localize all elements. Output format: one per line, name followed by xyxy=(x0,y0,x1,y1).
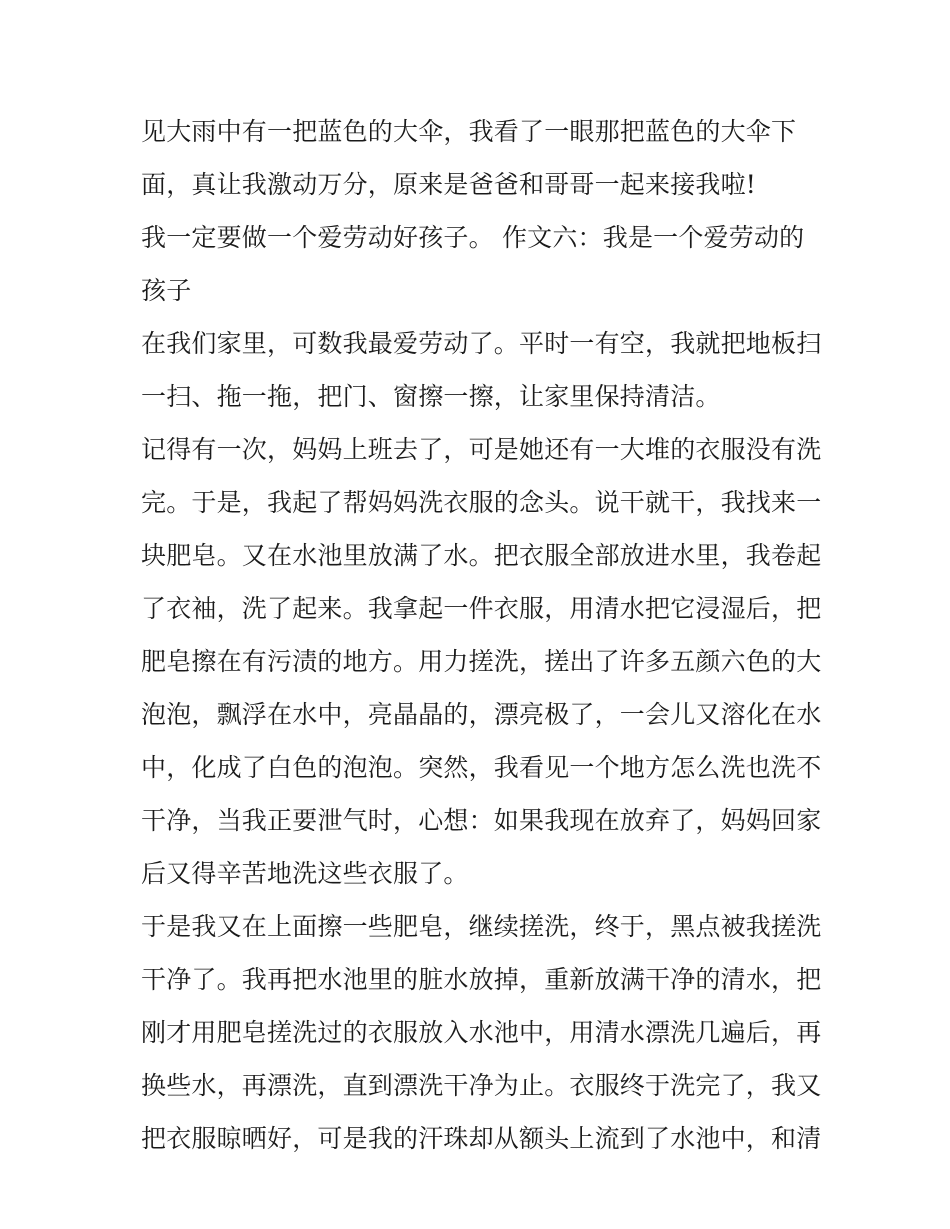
text-line: 于是我又在上面擦一些肥皂，继续搓洗，终于，黑点被我搓洗 xyxy=(141,912,822,941)
text-line: 一扫、拖一拖，把门、窗擦一擦，让家里保持清洁。 xyxy=(141,382,721,411)
text-line: 面，真让我激动万分，原来是爸爸和哥哥一起来接我啦! xyxy=(141,170,757,199)
text-line: 块肥皂。又在水池里放满了水。把衣服全部放进水里，我卷起 xyxy=(141,541,822,570)
text-line: 完。于是，我起了帮妈妈洗衣服的念头。说干就干，我找来一 xyxy=(141,488,822,517)
text-line: 干净了。我再把水池里的脏水放掉，重新放满干净的清水，把 xyxy=(141,965,822,994)
text-line: 把衣服晾晒好，可是我的汗珠却从额头上流到了水池中，和清 xyxy=(141,1124,822,1153)
text-line: 换些水，再漂洗，直到漂洗干净为止。衣服终于洗完了，我又 xyxy=(141,1071,822,1100)
text-line: 中，化成了白色的泡泡。突然，我看见一个地方怎么洗也洗不 xyxy=(141,753,822,782)
text-line: 肥皂擦在有污渍的地方。用力搓洗，搓出了许多五颜六色的大 xyxy=(141,647,822,676)
text-line: 孩子 xyxy=(141,276,192,305)
text-line: 后又得辛苦地洗这些衣服了。 xyxy=(141,859,469,888)
text-line: 刚才用肥皂搓洗过的衣服放入水池中，用清水漂洗几遍后，再 xyxy=(141,1018,822,1047)
essay-text xyxy=(141,105,822,1165)
text-line: 我一定要做一个爱劳动好孩子。 作文六：我是一个爱劳动的 xyxy=(141,223,805,252)
text-line: 了衣袖，洗了起来。我拿起一件衣服，用清水把它浸湿后，把 xyxy=(141,594,822,623)
text-line: 见大雨中有一把蓝色的大伞，我看了一眼那把蓝色的大伞下 xyxy=(141,117,797,146)
text-line: 记得有一次，妈妈上班去了，可是她还有一大堆的衣服没有洗 xyxy=(141,435,822,464)
text-line: 干净，当我正要泄气时，心想：如果我现在放弃了，妈妈回家 xyxy=(141,806,822,835)
text-line: 泡泡，飘浮在水中，亮晶晶的，漂亮极了，一会儿又溶化在水 xyxy=(141,700,822,729)
text-line: 在我们家里，可数我最爱劳动了。平时一有空，我就把地板扫 xyxy=(141,329,822,358)
